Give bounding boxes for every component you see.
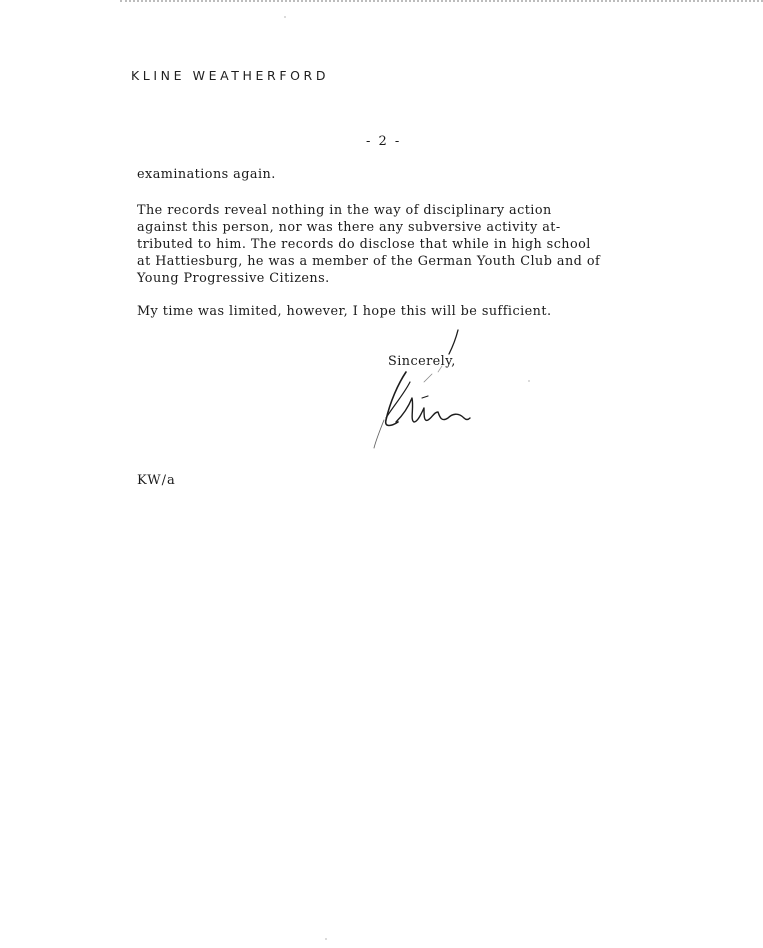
paragraph-line: at Hattiesburg, he was a member of the German Youth Club and of bbox=[137, 254, 601, 269]
paragraph-line: against this person, nor was there any subversive activity at- bbox=[137, 220, 561, 235]
paragraph-line: examinations again. bbox=[137, 167, 276, 182]
paragraph-2 bbox=[137, 202, 600, 287]
paper-speck bbox=[325, 938, 327, 940]
paragraph-1 bbox=[137, 166, 276, 183]
typist-initials: KW/a bbox=[137, 473, 176, 488]
paragraph-line: tributed to him. The records do disclose that while in high school bbox=[137, 237, 591, 252]
handwritten-signature bbox=[362, 322, 482, 452]
page-number: - 2 - bbox=[366, 134, 402, 149]
top-border bbox=[120, 0, 763, 2]
paper-speck bbox=[284, 16, 286, 18]
paragraph-line: The records reveal nothing in the way of disciplinary action bbox=[137, 203, 552, 218]
letterhead: KLINE WEATHERFORD bbox=[131, 68, 330, 83]
paragraph-3 bbox=[137, 303, 551, 320]
paragraph-line: My time was limited, however, I hope this will be sufficient. bbox=[137, 304, 552, 319]
paragraph-line: Young Progressive Citizens. bbox=[137, 271, 330, 286]
paper-speck bbox=[528, 380, 530, 382]
closing: Sincerely, bbox=[388, 354, 456, 369]
